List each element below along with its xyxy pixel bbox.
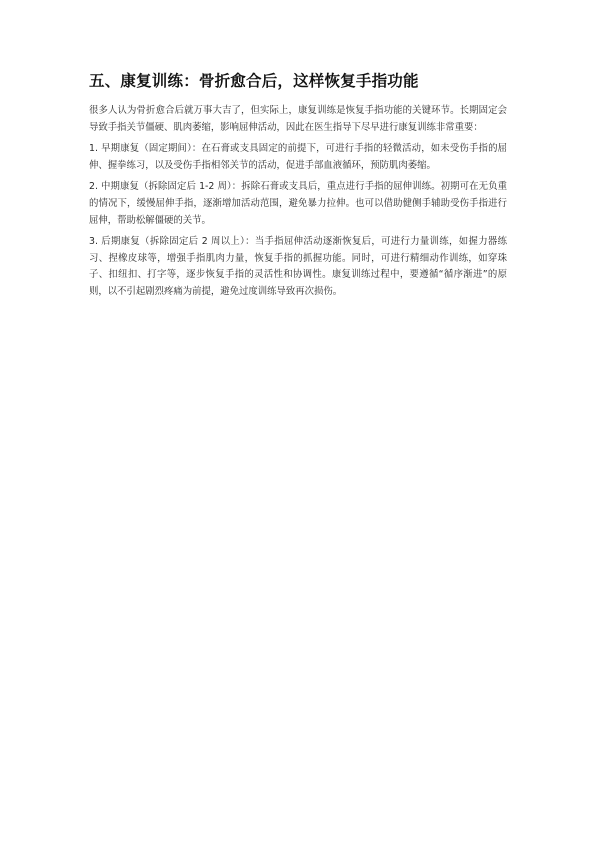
stage-late-paragraph: 3. 后期康复（拆除固定后 2 周以上）：当手指屈伸活动逐渐恢复后，可进行力量训练，如握力器练习、捏橡皮球等，增强手指肌肉力量，恢复手指的抓握功能。同时，可进行精细动作训练，如穿珠子、扣纽扣、打字等，逐步恢复手指的灵活性和协调性。康复训练过程中，要遵循“循序渐进”的原则，以不引起剧烈疼痛为前提，避免过度训练导致再次损伤。 bbox=[89, 236, 507, 297]
stage-early-paragraph: 1. 早期康复（固定期间）：在石膏或支具固定的前提下，可进行手指的轻微活动，如未受伤手指的屈伸、握拳练习，以及受伤手指相邻关节的活动，促进手部血液循环，预防肌肉萎缩。 bbox=[89, 143, 507, 171]
document-page bbox=[89, 70, 507, 306]
section-heading: 五、康复训练：骨折愈合后，这样恢复手指功能 bbox=[89, 72, 419, 90]
stage-middle-paragraph: 2. 中期康复（拆除固定后 1-2 周）：拆除石膏或支具后，重点进行手指的屈伸训练。初期可在无负重的情况下，缓慢屈伸手指，逐渐增加活动范围，避免暴力拉伸。也可以借助健侧手辅助受伤手指进行屈伸，帮助松解僵硬的关节。 bbox=[89, 181, 507, 226]
intro-paragraph: 很多人认为骨折愈合后就万事大吉了，但实际上，康复训练是恢复手指功能的关键环节。长期固定会导致手指关节僵硬、肌肉萎缩，影响屈伸活动，因此在医生指导下尽早进行康复训练非常重要： bbox=[89, 105, 507, 133]
